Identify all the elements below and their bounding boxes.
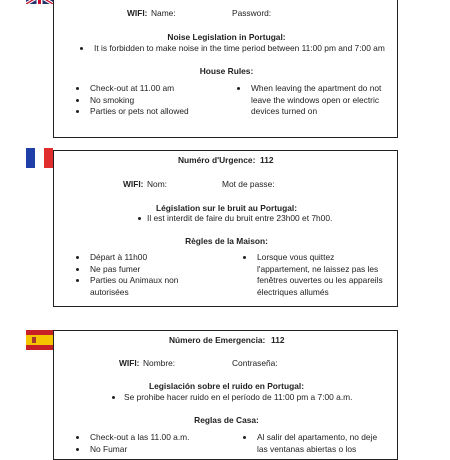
house-rules-heading: Reglas de Casa: <box>194 415 259 425</box>
house-rules-heading: House Rules: <box>199 66 254 76</box>
list-item: Lorsque vous quittez l'appartement, ne laissez pas les fenêtres ouvertes ou les appareils électriques allumés <box>243 252 389 298</box>
house-rules-left-list <box>76 252 211 298</box>
urgency-label: Número de Emergencia: <box>169 335 266 345</box>
wifi-password-label: Mot de passe: <box>222 179 275 189</box>
list-item: No Fumar <box>76 444 226 456</box>
house-rules-right-list <box>243 432 389 455</box>
house-rules-left-list <box>76 83 226 118</box>
list-item: Parties ou Animaux non autorisées <box>76 275 211 298</box>
wifi-label: WIFI: <box>119 358 140 368</box>
urgency-label: Numéro d'Urgence: <box>178 155 256 165</box>
spain-flag-icon <box>26 330 53 350</box>
wifi-name-label: Nombre: <box>143 358 176 368</box>
uk-flag-icon <box>26 0 53 4</box>
bullet <box>80 47 83 50</box>
urgency-number: 112 <box>260 155 274 165</box>
noise-rule: Il est interdit de faire du bruit entre 23h00 et 7h00. <box>147 213 333 223</box>
french-info-card <box>53 150 398 307</box>
list-item: When leaving the apartment do not leave the windows open or electric devices turned on <box>237 83 387 118</box>
wifi-label: WIFI: <box>123 179 144 189</box>
house-rules-heading: Règles de la Maison: <box>185 236 268 246</box>
wifi-name-label: Nom: <box>147 179 168 189</box>
house-rules-right-list <box>243 252 389 298</box>
list-item: Ne pas fumer <box>76 264 211 276</box>
list-item: No smoking <box>76 95 226 107</box>
house-rules-right-list <box>237 83 387 118</box>
bullet <box>138 217 141 220</box>
france-flag-icon <box>26 148 53 168</box>
list-item: Départ à 11h00 <box>76 252 211 264</box>
list-item: Al salir del apartamento, no deje las ventanas abiertas o los <box>243 432 389 455</box>
noise-heading: Legislación sobre el ruido en Portugal: <box>149 381 304 391</box>
wifi-name-label: Name: <box>151 8 176 18</box>
bullet <box>112 396 115 399</box>
list-item: Check-out a las 11.00 a.m. <box>76 432 226 444</box>
list-item: Check-out at 11.00 am <box>76 83 226 95</box>
wifi-label: WIFI: <box>127 8 148 18</box>
spanish-info-card <box>53 330 398 460</box>
house-rules-left-list <box>76 432 226 455</box>
wifi-password-label: Contraseña: <box>232 358 278 368</box>
noise-heading: Noise Legislation in Portugal: <box>167 32 286 42</box>
noise-rule: Se prohibe hacer ruido en el período de 11:00 pm a 7:00 a.m. <box>124 392 353 402</box>
english-info-card <box>53 0 398 138</box>
wifi-password-label: Password: <box>232 8 272 18</box>
noise-rule: It is forbidden to make noise in the time period between 11:00 pm and 7:00 am <box>94 43 385 53</box>
list-item: Parties or pets not allowed <box>76 106 226 118</box>
urgency-number: 112 <box>271 335 285 345</box>
noise-heading: Législation sur le bruit au Portugal: <box>156 203 297 213</box>
